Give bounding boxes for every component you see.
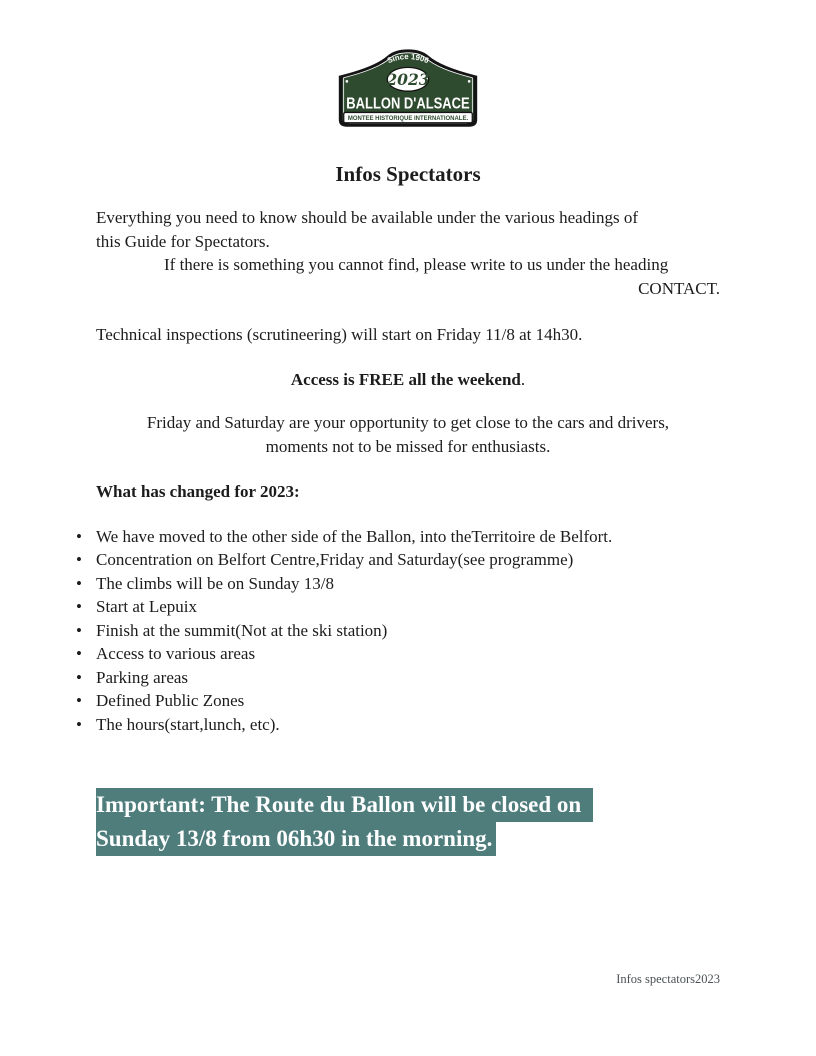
- list-item: • Access to various areas: [96, 642, 720, 666]
- intro-paragraph: [96, 206, 720, 300]
- intro-line-3: If there is something you cannot find, please write to us under the heading: [164, 255, 669, 274]
- rally-plate-logo: [96, 43, 720, 128]
- access-free-paragraph: [96, 368, 720, 392]
- list-item: • Parking areas: [96, 666, 720, 690]
- intro-line-2: this Guide for Spectators.: [96, 231, 270, 251]
- friday-line-1: Friday and Saturday are your opportunity to get close to the cars and drivers,: [146, 413, 670, 432]
- rivet-icon: [346, 120, 348, 122]
- list-item: • The hours(start,lunch, etc).: [96, 713, 720, 737]
- changes-bullet-list: [96, 525, 720, 737]
- important-notice: [96, 788, 720, 856]
- page-title: Infos Spectators: [335, 162, 481, 186]
- logo-year: 2023: [386, 69, 430, 89]
- list-item: • Defined Public Zones: [96, 689, 720, 713]
- friday-saturday-paragraph: [96, 411, 720, 458]
- list-item: • We have moved to the other side of the Ballon, into theTerritoire de Belfort.: [96, 525, 720, 549]
- important-line-1: Important: The Route du Ballon will be closed on: [96, 788, 593, 822]
- logo-name: BALLON D'ALSACE: [346, 95, 470, 113]
- what-changed-heading: What has changed for 2023:: [96, 482, 300, 501]
- important-line-2: Sunday 13/8 from 06h30 in the morning.: [96, 822, 496, 856]
- list-item: • The climbs will be on Sunday 13/8: [96, 572, 720, 596]
- rivet-icon: [468, 80, 471, 83]
- access-free-bold: Access is FREE all the weekend: [290, 369, 521, 389]
- intro-line-1: Everything you need to know should be available under the various headings of: [96, 208, 638, 227]
- logo-subtitle: MONTEE HISTORIQUE INTERNATIONALE.: [347, 115, 469, 123]
- list-item: • Start at Lepuix: [96, 595, 720, 619]
- access-free-period: .: [520, 369, 526, 389]
- ballon-dalsace-logo-icon: [334, 43, 482, 128]
- list-item: • Finish at the summit(Not at the ski station): [96, 619, 720, 643]
- rivet-icon: [468, 120, 470, 122]
- intro-contact-line: CONTACT.: [638, 278, 720, 298]
- logo-since-text: Since 1906: [385, 52, 431, 66]
- list-item: • Concentration on Belfort Centre,Friday and Saturday(see programme): [96, 548, 720, 572]
- friday-line-2: moments not to be missed for enthusiasts.: [265, 436, 551, 456]
- technical-inspections-paragraph: Technical inspections (scrutineering) will start on Friday 11/8 at 14h30.: [96, 325, 583, 344]
- page-footer: Infos spectators2023: [616, 972, 720, 986]
- rivet-icon: [346, 80, 349, 83]
